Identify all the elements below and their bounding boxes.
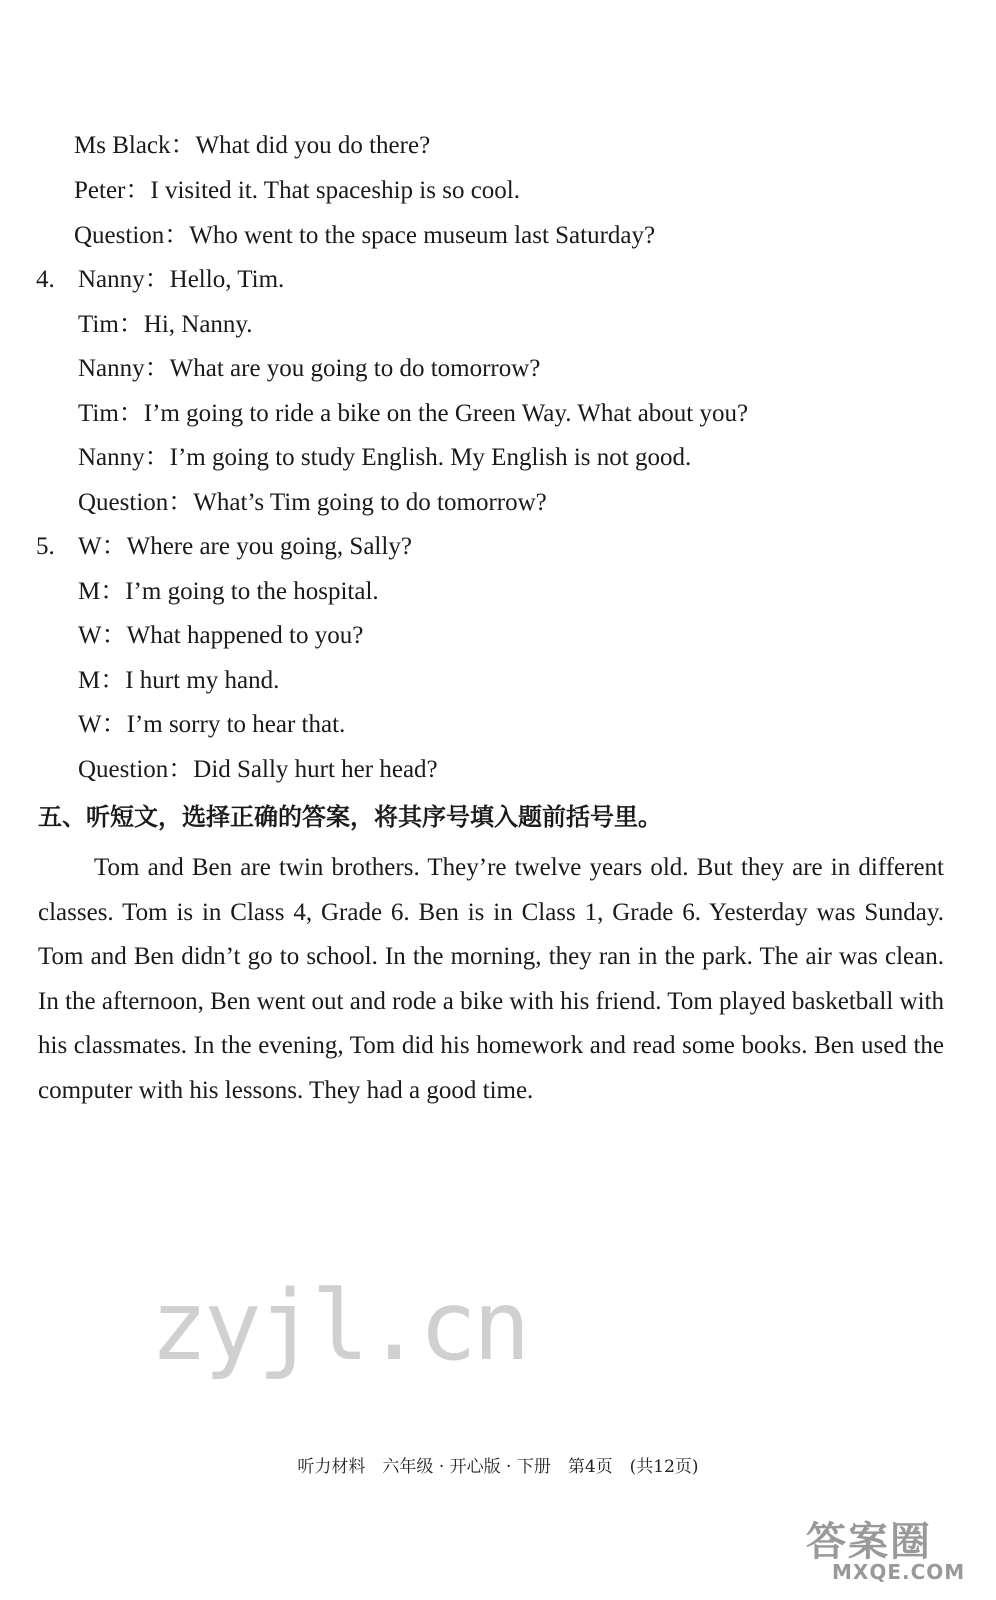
dialogue-line: W：Where are you going, Sally? <box>78 533 412 560</box>
dialogue-line: Tim：Hi, Nanny. <box>78 311 253 338</box>
dialogue-line: M：I’m going to the hospital. <box>78 578 379 605</box>
dialogue-question: Question：What’s Tim going to do tomorrow? <box>78 489 547 516</box>
dialogue-line: Nanny：What are you going to do tomorrow? <box>78 355 541 382</box>
corner-logo-url: MXQE.COM <box>832 1560 966 1584</box>
dialogue-question: Question：Did Sally hurt her head? <box>78 756 438 783</box>
dialogue-line: M：I hurt my hand. <box>78 667 280 694</box>
watermark: zyjl.cn <box>150 1270 527 1382</box>
dialogue-line: Tim：I’m going to ride a bike on the Green Way. What about you? <box>78 400 749 427</box>
question-4-first-line <box>36 265 284 295</box>
dialogue-question: Question：Who went to the space museum last Saturday? <box>74 222 656 249</box>
section-5-heading: 五、听短文，选择正确的答案，将其序号填入题前括号里。 <box>38 803 662 831</box>
question-number: 5. <box>36 533 55 560</box>
corner-logo-text: 答案圈 <box>806 1519 932 1565</box>
question-number: 4. <box>36 266 55 293</box>
page-footer: 听力材料 六年级 · 开心版 · 下册 第4页 (共12页) <box>297 1457 699 1477</box>
corner-logo <box>806 1510 974 1588</box>
dialogue-line: Peter：I visited it. That spaceship is so cool. <box>74 177 520 204</box>
dialogue-line: Nanny：Hello, Tim. <box>78 266 285 293</box>
dialogue-line: Ms Black：What did you do there? <box>74 132 431 159</box>
question-5-first-line <box>36 532 412 562</box>
listening-passage: Tom and Ben are twin brothers. They’re twelve years old. But they are in different classes. Tom is in Class 4, Grade 6. Ben is in Class 1, Grade 6. Yesterday was Sunday. Tom and Ben didn’t go to school. In the morning, they ran in the park. The air was clean. In the afternoon, Ben went out and rode a bike with his friend. Tom played basketball with his classmates. In the evening, Tom did his homework and read some books. Ben used the computer with his lessons. They had a good time. <box>38 854 944 1104</box>
dialogue-line: W：I’m sorry to hear that. <box>78 711 346 738</box>
dialogue-line: W：What happened to you? <box>78 622 364 649</box>
dialogue-line: Nanny：I’m going to study English. My English is not good. <box>78 444 692 471</box>
